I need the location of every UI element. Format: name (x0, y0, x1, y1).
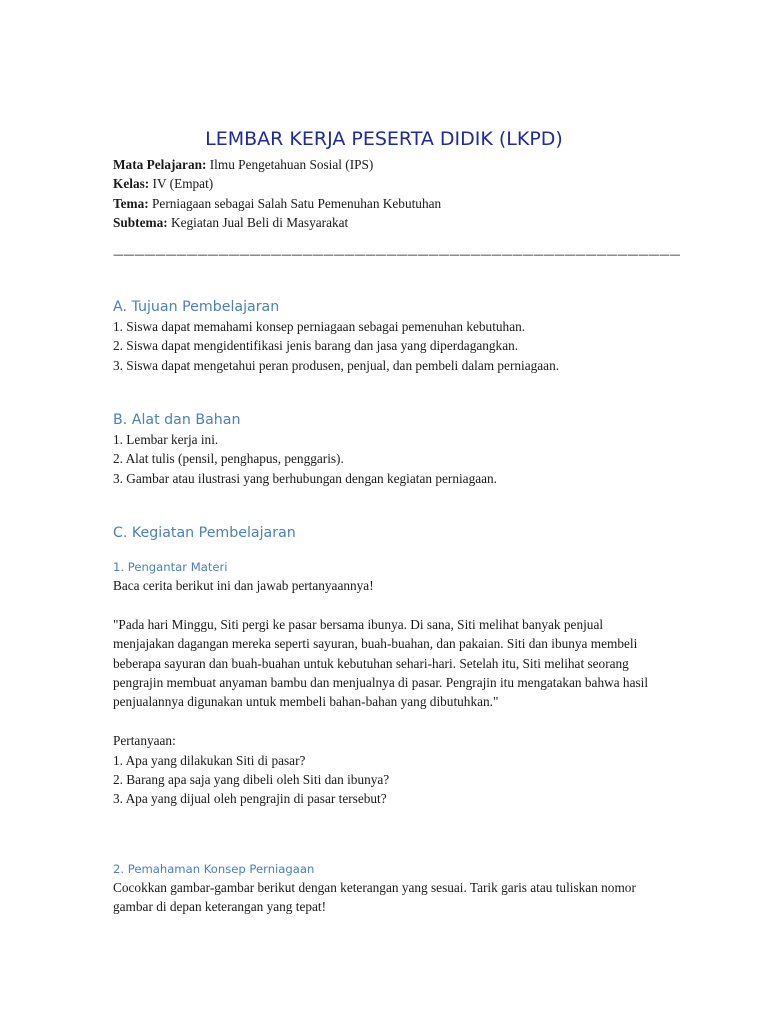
objectives-list (113, 317, 658, 375)
section-activities (113, 523, 658, 543)
story-paragraph: "Pada hari Minggu, Siti pergi ke pasar bersama ibunya. Di sana, Siti melihat banyak penjual menjajakan dagangan mereka seperti sayuran, buah-buahan, dan pakaian. Siti dan ibunya membeli beberapa sayuran dan buah-buahan untuk kebutuhan sehari-hari. Setelah itu, Siti melihat seorang pengrajin membuat anyaman bambu dan menjualnya di pasar. Pengrajin itu mengatakan bahwa hasil penjualannya digunakan untuk membeli bahan-bahan yang dibutuhkan." (113, 616, 649, 710)
subsection-introduction-heading: 1. Pengantar Materi (113, 560, 228, 574)
list-item: 3. Gambar atau ilustrasi yang berhubungan dengan kegiatan perniagaan. (113, 470, 497, 486)
section-objectives-heading: A. Tujuan Pembelajaran (113, 299, 280, 315)
section-divider: —————————————————————————————————————————————————————— (113, 248, 680, 261)
list-item: 1. Siswa dapat memahami konsep perniagaan sebagai pemenuhan kebutuhan. (113, 319, 526, 334)
meta-subtheme-label: Subtema: (113, 215, 168, 231)
introduction-instruction: Baca cerita berikut ini dan jawab pertanyaannya! (113, 578, 374, 593)
subsection-introduction (113, 558, 658, 809)
meta-subtheme-value: Kegiatan Jual Beli di Masyarakat (167, 215, 349, 231)
meta-subject-value: Ilmu Pengetahuan Sosial (IPS) (206, 157, 374, 172)
subsection-concept-heading: 2. Pemahaman Konsep Perniagaan (113, 862, 315, 876)
meta-theme-value: Perniagaan sebagai Salah Satu Pemenuhan Kebutuhan (148, 195, 442, 211)
meta-class-value: IV (Empat) (149, 176, 214, 192)
section-tools (113, 410, 658, 488)
meta-theme-label: Tema: (113, 195, 149, 211)
document-meta (113, 155, 658, 233)
list-item: 2. Siswa dapat mengidentifikasi jenis barang dan jasa yang diperdagangkan. (113, 338, 519, 354)
list-item: 2. Barang apa saja yang dibeli oleh Siti dan ibunya? (113, 772, 390, 788)
list-item: 3. Siswa dapat mengetahui peran produsen, penjual, dan pembeli dalam perniagaan. (113, 357, 560, 373)
section-tools-heading: B. Alat dan Bahan (113, 412, 241, 428)
list-item: 2. Alat tulis (pensil, penghapus, penggaris). (113, 451, 344, 467)
list-item: 1. Apa yang dilakukan Siti di pasar? (113, 752, 306, 768)
list-item: 3. Apa yang dijual oleh pengrajin di pasar tersebut? (113, 791, 387, 807)
section-objectives (113, 297, 658, 375)
meta-subject (113, 155, 658, 174)
tools-list (113, 430, 658, 488)
meta-subtheme (113, 213, 658, 232)
section-activities-heading: C. Kegiatan Pembelajaran (113, 525, 296, 541)
meta-theme (113, 194, 658, 213)
list-item: 1. Lembar kerja ini. (113, 432, 219, 447)
meta-subject-label: Mata Pelajaran: (113, 157, 207, 172)
subsection-concept (113, 860, 658, 917)
concept-instruction: Cocokkan gambar-gambar berikut dengan keterangan yang sesuai. Tarik garis atau tuliskan nomor gambar di depan keterangan yang tepat! (113, 880, 636, 915)
meta-class-label: Kelas: (113, 176, 150, 192)
questions-label: Pertanyaan: (113, 733, 176, 749)
meta-class (113, 174, 658, 193)
document-title: LEMBAR KERJA PESERTA DIDIK (LKPD) (205, 128, 563, 150)
questions-list (113, 751, 658, 809)
